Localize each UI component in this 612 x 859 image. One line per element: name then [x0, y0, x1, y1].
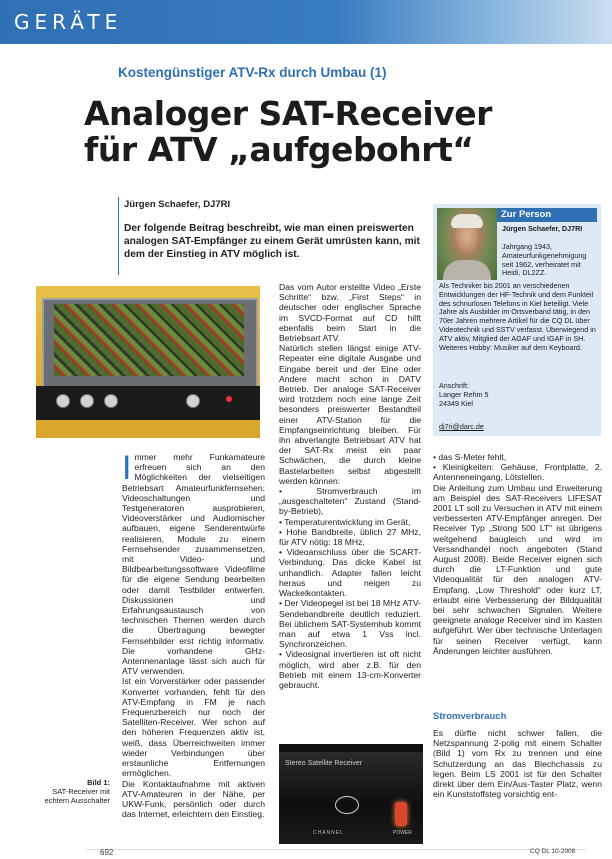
receiver-logo-icon	[335, 796, 359, 814]
address-label: Anschrift:	[439, 381, 469, 390]
article-lead: Der folgende Beitrag beschreibt, wie man einen preiswerten analogen SAT-Empfänger zu einem Gerät umrüsten kann, mit dem der Einstieg in ATV möglich ist.	[124, 223, 420, 260]
receiver-channel-label: CHANNEL	[313, 830, 344, 836]
article-author: Jürgen Schaefer, DJ7RI	[124, 199, 231, 210]
body-paragraph: mmer mehr Funkamateure erfreuen sich an den Möglichkeiten der vielseitigen Betriebsart Amateurfunkfernsehen: Videoschaltungen und Testgeneratoren ausprobieren, Videoverstärker und Audiomischer aufbauen, eigene Senderentwürfe realisieren, Module zu einem Fernsehsender zusammensetzen, mit Video- und Bildbearbeitungssoftware Videofilme für die eigene Sendung bearbeiten oder damit Testbilder entwerfen. Diskussionen und Erfahrungsaustausch von technischen Themen werden durch die Übertragung bewegter Fernsehbilder erst richtig informativ. Die vorhandene GHz-Antennenanlage lässt sich auch für ATV verwenden.	[122, 452, 265, 677]
section-header-bar	[0, 0, 612, 44]
body-column-left	[122, 449, 265, 820]
receiver-knob	[56, 394, 70, 408]
article-kicker: Kostengünstiger ATV-Rx durch Umbau (1)	[118, 65, 387, 80]
caption-text: SAT-Receiver mit echtem Ausschalter	[44, 787, 110, 806]
body-paragraph: Die Anleitung zum Umbau und Erweiterung am Beispiel des SAT-Receivers LIFESAT 2001 LT soll zu Versuchen in ATV mit einem verbesserten ATV-Empfänger anregen. Der Receiver Typ „Strong 500 LT“ ist übrigens weitgehend baugleich und wird im Versandhandel noch angeboten (Stand August 2008). Beide Receiver eignen sich durch die LT-Funktion und gute Videoqualität für den analogen ATV-Empfang. „Low Threshold“ oder kurz LT, erlaubt eine Verbesserung der Bildqualität bei sehr schwachen Signalen. Weitere geeignete analoge Receiver sind im Kasten aufgeführt. Wer über technische Unterlagen für seinen Receiver verfügt, kann Änderungen leichter ausführen.	[433, 482, 602, 656]
section-subheading: Stromverbrauch	[433, 711, 507, 722]
body-paragraph: Natürlich stellen längst einige ATV-Repeater eine digitale Ausgabe und Eingabe bereit und der Eine oder Andere macht schon in DATV Betrieb. Der analoge SAT-Receiver wird trotzdem noch eine lange Zeit besonders preiswerter Bestandteil einer ATV-Station für die Empfangseinrichtung bleiben. Für ihn abverlangte Betriebsart ATV hat der SAT-Rx meist ein paar Schwächen, die durch kleine Bastelarbeiten selbst abgestellt werden können:	[279, 343, 421, 486]
address-city: 24349 Kiel	[439, 398, 473, 408]
bullet-item: • das S-Meter fehlt,	[433, 452, 507, 462]
author-photo	[437, 208, 497, 280]
bullet-item: • Videosignal invertieren ist oft nicht möglich, wird aber z.B. für den Betrieb mit einem 13-cm-Konverter gebraucht.	[279, 649, 421, 690]
author-photo-hair	[451, 214, 483, 228]
power-switch	[395, 802, 407, 826]
section-label: GERÄTE	[14, 10, 123, 34]
author-sidebar	[433, 204, 601, 436]
headline-line-1: Analoger SAT-Receiver	[84, 94, 492, 133]
receiver-knob	[186, 394, 200, 408]
drop-cap: I	[122, 449, 132, 487]
author-rule	[118, 197, 119, 275]
body-paragraph: Es dürfte nicht schwer fallen, die Netzspannung 2-polig mit einem Schalter (Bild 1) vom Rx zu trennen und eine Schutzerdung an das Blechchassis zu legen. Beim LS 2001 ist für den Schalter direkt über dem Ein/Aus-Taster Platz, wenn ein Kunststoffsteg vorsichtig ent-	[433, 728, 602, 800]
headline-line-2: für ATV „aufgebohrt“	[84, 130, 474, 169]
sidebar-bio-short: Jahrgang 1943, Amateurfunkgenehmigung seit 1962, verheiratet mit Heidi, DL2ZZ.	[502, 242, 587, 278]
bullet-item: • Kleinigkeiten: Gehäuse, Frontplatte, 2. Antenneneingang, Lötstellen.	[433, 462, 602, 483]
receiver-model-label: Stereo Satellite Receiver	[285, 760, 363, 767]
bullet-item: • Stromverbrauch im „ausgeschalteten“ Zustand (Stand-by-Betrieb),	[279, 486, 421, 517]
body-paragraph: Das vom Autor erstellte Video „Erste Schritte“ bzw. „First Steps“ in deutscher oder englischer Sprache im SVCD-Format auf CD hilft ebenfalls beim Start in die Betriebsart ATV.	[279, 282, 421, 344]
receiver-knob	[80, 394, 94, 408]
sidebar-name: Jürgen Schaefer, DJ7RI	[502, 224, 583, 233]
receiver-open-photo	[36, 286, 260, 438]
magazine-issue: CQ DL 10-2008	[530, 848, 576, 855]
footer-rule	[86, 849, 586, 850]
bullet-item: • Der Videopegel ist bei 18 MHz ATV-Sendebandbreite deutlich reduziert. Bei üblichem SAT-Systemhub kommt man auf etwa 1 Vss incl. Synchronzeichen.	[279, 598, 421, 650]
caption-title: Bild 1:	[87, 778, 110, 787]
page-number: 692	[100, 848, 114, 857]
body-column-right-continued	[433, 728, 602, 799]
body-column-middle	[279, 282, 421, 690]
receiver-front-photo	[279, 744, 423, 844]
receiver-knob	[104, 394, 118, 408]
bullet-item: • Temperaturentwicklung im Gerät,	[279, 516, 411, 527]
receiver-led	[226, 396, 232, 402]
bullet-item: • Hohe Bandbreite, üblich 27 MHz, für ATV nötig: 18 MHz,	[279, 526, 421, 548]
bullet-item: • Videoanschluss über die SCART-Verbindung. Das dicke Kabel ist unhandlich. Adapter fallen leicht heraus und neigen zu Wackelkontakten.	[279, 547, 421, 599]
receiver-power-label: POWER	[393, 830, 412, 836]
body-column-right	[433, 452, 602, 656]
sidebar-bio-long: Als Techniker bis 2001 an verschiedenen Entwicklungen der HF-Technik und dem Funkteil des schnurlosen Telefons in Kiel beteiligt. Viele Jahre als Ausbilder im Ortsverband tätig, in den 70er Jahren mehrere Artikel für die CQ DL über Videotechnik und SSTV verfasst. Überwiegend in ATV aktiv, Mitglied der AGAF und IGAF in SH. Weiteres Hobby: Musiker auf dem Keyboard.	[439, 281, 596, 352]
body-paragraph: Ist ein Vorverstärker oder passender Konverter vorhanden, fehlt für den ATV-Empfang in FM je nach Frequenzbereich nur noch der Satelliten-Receiver. Wer schon auf den höheren Frequenzen aktiv ist, weiß, dass Überreichweiten immer wieder Verbindungen über erstaunliche Entfernungen ermöglichen.	[122, 676, 265, 779]
sidebar-address	[439, 382, 597, 408]
body-paragraph: Die Kontaktaufnahme mit aktiven ATV-Amateuren in der Nähe, per UKW-Funk, persönlich oder durch das Internet, erleichtern den Einstieg.	[122, 778, 265, 820]
sidebar-email-link[interactable]: dj7ri@darc.de	[439, 422, 484, 431]
figure-caption	[30, 778, 110, 806]
author-photo-shirt	[443, 260, 491, 280]
sidebar-title: Zur Person	[497, 208, 597, 222]
receiver-circuit-board	[54, 304, 244, 376]
address-street: Langer Rehm 5	[439, 389, 489, 399]
article-headline	[84, 96, 584, 168]
